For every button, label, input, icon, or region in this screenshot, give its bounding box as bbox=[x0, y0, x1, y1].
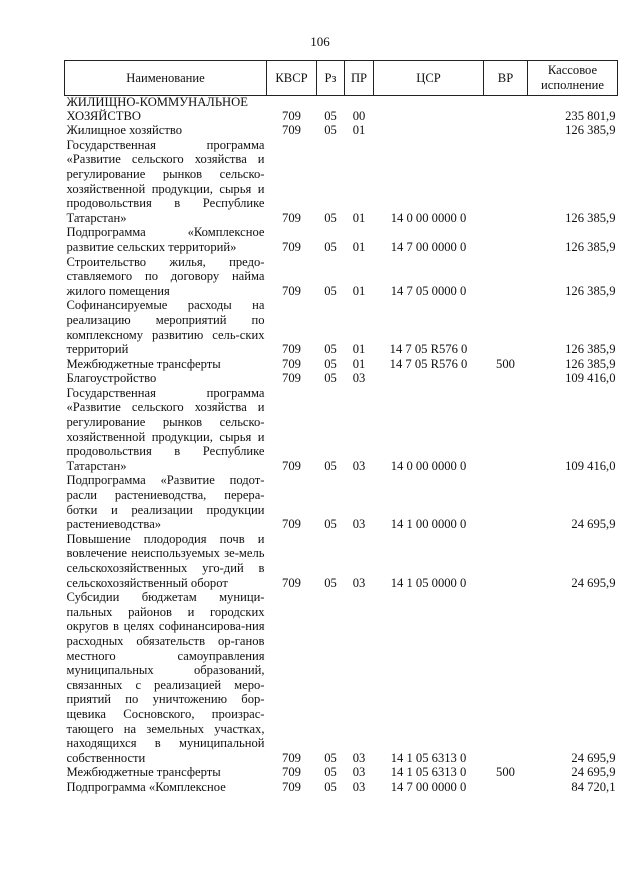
header-pr: ПР bbox=[345, 61, 374, 96]
table-row bbox=[65, 96, 618, 124]
cell-name: Подпрограмма «Комплексное развитие сельских территорий» bbox=[66, 225, 265, 254]
cell-rz: 05 bbox=[324, 108, 337, 123]
cell-kvsr: 709 bbox=[282, 371, 301, 386]
cell-pr: 01 bbox=[352, 342, 366, 357]
table-row bbox=[65, 780, 618, 795]
header-vr: ВР bbox=[484, 61, 528, 96]
cell-rz: 05 bbox=[324, 575, 337, 590]
cell-kvsr: 709 bbox=[282, 779, 301, 794]
cell-name: Подпрограмма «Комплексное bbox=[66, 779, 226, 794]
cell-rz: 05 bbox=[324, 458, 337, 473]
header-amount: Кассовое исполнение bbox=[528, 61, 618, 96]
table-row bbox=[65, 473, 618, 531]
cell-vr bbox=[484, 473, 528, 531]
cell-rz: 05 bbox=[324, 239, 337, 254]
cell-name: Софинансируемые расходы на реализацию мероприятий по комплексному развитию сель-ских территорий bbox=[66, 298, 265, 357]
cell-amount: 126 385,9 bbox=[565, 123, 616, 138]
cell-pr: 03 bbox=[352, 575, 366, 590]
cell-kvsr: 709 bbox=[282, 342, 301, 357]
cell-name: Межбюджетные трансферты bbox=[66, 765, 221, 780]
cell-csr: 14 7 05 0000 0 bbox=[390, 283, 467, 298]
cell-vr bbox=[484, 96, 528, 124]
cell-vr bbox=[484, 255, 528, 299]
cell-pr: 03 bbox=[352, 371, 366, 386]
cell-amount: 24 695,9 bbox=[571, 750, 616, 765]
table-body bbox=[65, 96, 618, 795]
cell-name: ЖИЛИЩНО-КОММУНАЛЬНОЕ ХОЗЯЙСТВО bbox=[66, 95, 248, 123]
cell-kvsr: 709 bbox=[282, 356, 301, 371]
cell-vr bbox=[484, 386, 528, 474]
cell-name: Субсидии бюджетам муници-пальных районов и городских округов в целях софинансирова-ния расходных обязательств ор-ганов местного самоуправления муниципальных образований, связанных с реализацией меро-приятий по уничтожению бор-щевика Сосновского, произрас-тающего на земельных участках, находящихся в муниципальной собственности bbox=[66, 590, 265, 765]
cell-pr: 01 bbox=[352, 210, 366, 225]
table-row bbox=[65, 255, 618, 299]
table-row bbox=[65, 765, 618, 780]
cell-kvsr: 709 bbox=[282, 210, 301, 225]
cell-kvsr: 709 bbox=[282, 765, 301, 780]
cell-csr: 14 7 05 R576 0 bbox=[389, 356, 468, 371]
cell-kvsr: 709 bbox=[282, 123, 301, 138]
cell-csr: 14 7 05 R576 0 bbox=[389, 342, 468, 357]
table-row bbox=[65, 298, 618, 356]
cell-amount: 126 385,9 bbox=[565, 210, 616, 225]
cell-amount: 24 695,9 bbox=[571, 575, 616, 590]
cell-pr: 03 bbox=[352, 779, 366, 794]
cell-rz: 05 bbox=[324, 210, 337, 225]
cell-name: Повышение плодородия почв и вовлечение неиспользуемых зе-мель сельскохозяйственных уго-дий в сельскохозяйственный оборот bbox=[66, 531, 265, 590]
table-row bbox=[65, 357, 618, 372]
cell-rz: 05 bbox=[324, 765, 337, 780]
header-row bbox=[65, 61, 618, 96]
cell-vr: 500 bbox=[496, 765, 515, 780]
table-row bbox=[65, 225, 618, 254]
cell-vr: 500 bbox=[496, 356, 515, 371]
cell-pr: 01 bbox=[352, 123, 366, 138]
cell-rz: 05 bbox=[324, 342, 337, 357]
cell-kvsr: 709 bbox=[282, 575, 301, 590]
cell-rz: 05 bbox=[324, 517, 337, 532]
cell-amount: 126 385,9 bbox=[565, 356, 616, 371]
cell-name: Государственная программа «Развитие сельского хозяйства и регулирование рынков сельско-хозяйственной продукции, сырья и продовольствия в Республике Татарстан» bbox=[66, 137, 265, 225]
cell-rz: 05 bbox=[324, 283, 337, 298]
cell-pr: 00 bbox=[352, 108, 366, 123]
cell-csr: 14 7 00 0000 0 bbox=[390, 779, 467, 794]
cell-amount: 126 385,9 bbox=[565, 342, 616, 357]
cell-amount: 235 801,9 bbox=[565, 108, 616, 123]
cell-vr bbox=[484, 138, 528, 226]
cell-csr: 14 1 05 6313 0 bbox=[390, 765, 467, 780]
cell-vr bbox=[484, 780, 528, 795]
cell-csr: 14 1 00 0000 0 bbox=[390, 517, 467, 532]
table-header bbox=[65, 61, 618, 96]
table-row bbox=[65, 386, 618, 474]
cell-pr: 03 bbox=[352, 517, 366, 532]
cell-rz: 05 bbox=[324, 371, 337, 386]
cell-amount: 84 720,1 bbox=[571, 779, 616, 794]
table-row bbox=[65, 532, 618, 590]
cell-pr: 03 bbox=[352, 750, 366, 765]
cell-kvsr: 709 bbox=[282, 239, 301, 254]
cell-rz: 05 bbox=[324, 356, 337, 371]
cell-csr bbox=[374, 371, 484, 386]
cell-vr bbox=[484, 298, 528, 356]
page-number: 106 bbox=[310, 34, 330, 49]
cell-name: Государственная программа «Развитие сельского хозяйства и регулирование рынков сельско-хозяйственной продукции, сырья и продовольствия в Республике Татарстан» bbox=[66, 385, 265, 473]
cell-vr bbox=[484, 123, 528, 138]
cell-vr bbox=[484, 371, 528, 386]
cell-amount: 109 416,0 bbox=[565, 371, 616, 386]
cell-vr bbox=[484, 532, 528, 590]
cell-csr bbox=[374, 123, 484, 138]
cell-pr: 01 bbox=[352, 283, 366, 298]
cell-kvsr: 709 bbox=[282, 283, 301, 298]
cell-rz: 05 bbox=[324, 123, 337, 138]
cell-name: Жилищное хозяйство bbox=[66, 123, 183, 138]
cell-csr: 14 1 05 6313 0 bbox=[390, 750, 467, 765]
cell-pr: 03 bbox=[352, 765, 366, 780]
header-kvsr: КВСР bbox=[267, 61, 317, 96]
header-name: Наименование bbox=[65, 61, 267, 96]
cell-vr bbox=[484, 225, 528, 254]
cell-pr: 01 bbox=[352, 239, 366, 254]
cell-name: Подпрограмма «Развитие подот-расли растениеводства, перера-ботки и реализации продукции растениеводства» bbox=[66, 473, 265, 532]
table-row bbox=[65, 138, 618, 226]
table-row bbox=[65, 123, 618, 138]
cell-amount: 126 385,9 bbox=[565, 239, 616, 254]
cell-csr: 14 7 00 0000 0 bbox=[390, 239, 467, 254]
cell-rz: 05 bbox=[324, 779, 337, 794]
cell-amount: 24 695,9 bbox=[571, 517, 616, 532]
cell-name: Межбюджетные трансферты bbox=[66, 356, 221, 371]
cell-amount: 24 695,9 bbox=[571, 765, 616, 780]
table-row bbox=[65, 590, 618, 765]
budget-table bbox=[64, 60, 618, 795]
cell-amount: 126 385,9 bbox=[565, 283, 616, 298]
cell-kvsr: 709 bbox=[282, 458, 301, 473]
cell-kvsr: 709 bbox=[282, 108, 301, 123]
cell-rz: 05 bbox=[324, 750, 337, 765]
cell-amount: 109 416,0 bbox=[565, 458, 616, 473]
cell-csr: 14 0 00 0000 0 bbox=[390, 210, 467, 225]
cell-csr: 14 1 05 0000 0 bbox=[390, 575, 467, 590]
cell-csr bbox=[374, 96, 484, 124]
cell-kvsr: 709 bbox=[282, 750, 301, 765]
header-rz: Рз bbox=[317, 61, 345, 96]
cell-vr bbox=[484, 590, 528, 765]
cell-pr: 01 bbox=[352, 356, 366, 371]
cell-name: Строительство жилья, предо-ставляемого по договору найма жилого помещения bbox=[66, 254, 265, 298]
header-csr: ЦСР bbox=[374, 61, 484, 96]
cell-name: Благоустройство bbox=[66, 371, 157, 386]
table-row bbox=[65, 371, 618, 386]
cell-pr: 03 bbox=[352, 458, 366, 473]
cell-csr: 14 0 00 0000 0 bbox=[390, 458, 467, 473]
cell-kvsr: 709 bbox=[282, 517, 301, 532]
